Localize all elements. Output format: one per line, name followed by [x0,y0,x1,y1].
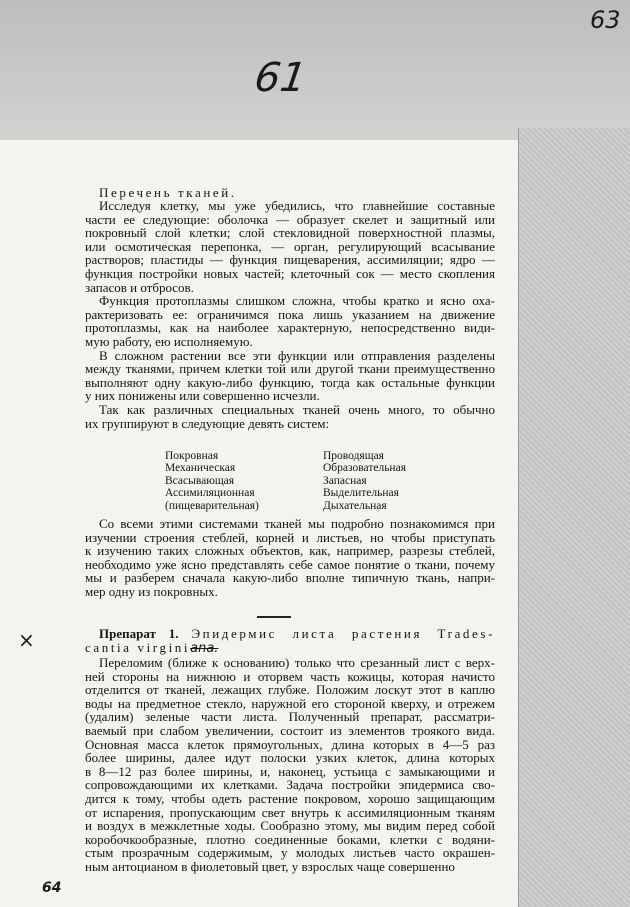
text-line: дится к тому, чтобы одеть растение покровом, хорошо защищающим [85,790,495,806]
tissue-system-item: Выделительная [323,487,399,500]
text-line: отделится от тканей, лежащих глубже. Положим лоскут этот в каплю [85,682,495,698]
handwritten-bottom-number: 64 [42,880,62,896]
handwritten-page-number: 61 [251,55,310,101]
text-line: их группируют в следующие девять систем: [85,415,330,431]
preparation-title [85,627,495,655]
scan-right-margin [518,128,630,907]
text-line: Основная масса клеток прямоугольных, длина которых в 4—5 раз [85,736,495,752]
text-line: Со всеми этими системами тканей мы подробно познакомимся при [99,516,495,531]
systems-right-column [323,450,453,512]
text-line: между тканями, причем клетки той или другой ткани преимущественно [85,361,495,377]
text-line: и воздух в межклетные ходы. Сообразно этому, мы видим перед собой [85,818,495,834]
text-line: рактеризовать ее: ограничимся пока лишь указанием на движение [85,306,495,322]
text-line: Переломим (ближе к основанию) только что срезанный лист с верх- [99,655,495,670]
text-line: от испарения, пропускающим свет внутрь к ассимиляционным тканям [85,804,495,820]
tissue-system-item: Всасывающая [165,474,235,487]
tissue-system-item: Запасная [323,474,367,487]
text-line: функция постройки новых частей; клеточный сок — место скопления [85,265,495,281]
text-line: запасов и отбросов. [85,279,194,295]
scan-top-margin [0,0,630,140]
tissue-system-item: Дыхательная [323,499,387,512]
text-line: Функция протоплазмы слишком сложна, чтобы кратко и ясно оха- [99,293,495,309]
handwritten-corner-number: 63 [590,6,621,34]
text-line: сопровождающими их клетками. Задача постройки эпидермиса сво- [85,777,495,793]
text-line: воды на предметное стекло, наружной его стороной кверху, и отрежем [85,695,495,711]
text-line: ваемый при слабом увеличении, состоит из элементов троякого вида. [85,722,495,738]
text-line: ней стороны на нижнюю и оторвем часть кожицы, которая начисто [85,668,495,684]
text-line: протоплазмы, как на наиболее характерную, непосредственно види- [85,320,495,336]
preparation-title-line1: Эпидермис листа растения Trades- [191,626,495,641]
handwritten-correction: ana. [190,640,219,656]
tissue-systems-list [165,450,485,512]
text-line: В сложном растении все эти функции или отправления разделены [99,347,495,363]
text-block-bottom [85,656,495,874]
tissue-system-item: Механическая [165,462,236,475]
section-heading: Перечень тканей. [99,185,237,200]
text-line: или осмотическая перепонка, — орган, регулирующий всасывание [85,238,495,254]
text-line: более ширины, далее идут полоски узких клеток, длина которых [85,750,495,766]
text-line: Так как различных специальных тканей очень много, то обычно [99,401,495,417]
text-line: выполняют одну какую-либо функцию, тогда как остальные функции [85,374,495,390]
text-block-middle [85,517,495,599]
text-line: растворов; пластиды — функция пищеварения, ассимиляции; ядро — [85,252,495,268]
text-line: покровный слой клетки; слой стекловидной поверхностной плазмы, [85,225,495,241]
text-line: к изучению таких сложных объектов, как, например, разрезы стеблей, [85,543,495,559]
systems-left-column [165,450,295,512]
tissue-system-item: Образовательная [323,462,406,475]
text-line: части ее следующие: оболочка — образует скелет и защитный или [85,211,495,227]
text-line: изучении строения стеблей, корней и листьев, но чтобы приступать [85,529,495,545]
text-line: мую работу, ею исполняемую. [85,333,253,349]
tissue-system-item: (пищеварительная) [165,499,259,512]
text-line: в 8—12 раз более ширины, и, наконец, устьица с замыкающими и [85,763,495,779]
tissue-system-item: Проводящая [323,450,384,462]
text-line: Исследуя клетку, мы уже убедились, что главнейшие составные [99,198,495,213]
text-line: у них понижены или совершенно исчезли. [85,388,320,404]
text-line: ным антоцианом в фиолетовый цвет, у взрослых чаще совершенно [85,858,455,874]
margin-mark: × [18,628,35,652]
tissue-system-item: Покровная [165,450,219,462]
tissue-system-item: Ассимиляционная [165,487,255,500]
preparation-title-line2: cantia virgini [85,639,191,655]
text-line: мы и разберем сначала какую-либо вполне типичную ткань, напри- [85,570,495,586]
text-block-top [85,199,495,430]
text-line: (удалим) зеленые части листа. Полученный препарат, рассматри- [85,709,495,725]
text-line: стым прозрачным содержимым, у молодых листьев часто окрашен- [85,845,495,861]
text-line: коробочкообразные, плотно соединенные боками, клетки с водяни- [85,831,495,847]
preparation-label: Препарат 1. [99,626,179,641]
text-line: мер одну из покровных. [85,583,218,599]
text-line: необходимо уже ясно представлять себе самое понятие о ткани, почему [85,556,495,572]
section-divider [257,616,291,618]
